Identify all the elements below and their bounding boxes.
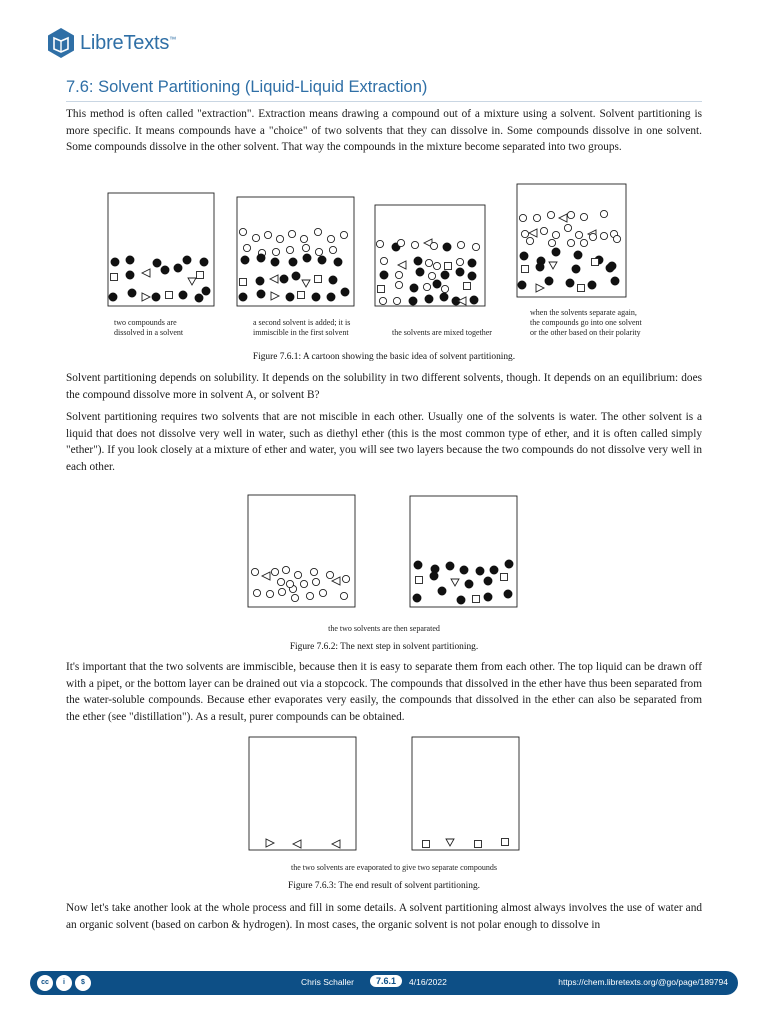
open-circle	[340, 231, 347, 238]
filled-circle	[257, 254, 265, 262]
page-title: 7.6: Solvent Partitioning (Liquid-Liquid Extraction)	[66, 78, 702, 102]
open-circle	[395, 271, 402, 278]
open-triangle	[332, 577, 340, 585]
paragraph-intro: This method is often called "extraction". Extraction means drawing a compound out of a mixture using a solvent. Solvent partitioning is more specific. It means compounds have a "choice" of two solvents that they can dissolve in. Some compounds dissolve in one solvent. Some compounds dissolve in the other solvent. That way the compounds in the mixture become separated into two groups.	[66, 108, 702, 154]
filled-circle	[241, 256, 249, 264]
open-circle	[613, 235, 620, 242]
filled-circle	[109, 293, 117, 301]
beaker-outline	[375, 205, 485, 306]
filled-circle	[200, 258, 208, 266]
filled-circle	[289, 258, 297, 266]
filled-circle	[536, 263, 544, 271]
filled-circle	[271, 258, 279, 266]
filled-circle	[202, 287, 210, 295]
filled-circle	[256, 277, 264, 285]
open-triangle	[262, 572, 270, 580]
filled-circle	[572, 265, 580, 273]
open-triangle	[302, 280, 310, 287]
page-footer	[30, 971, 738, 995]
open-circle	[288, 230, 295, 237]
open-circle	[589, 233, 596, 240]
fig1-label-2: a second solvent is added; it is immiscible in the first solvent	[253, 318, 351, 337]
open-square	[501, 574, 508, 581]
figure-7-6-2	[0, 490, 768, 638]
open-circle	[329, 246, 336, 253]
open-triangle	[270, 275, 278, 283]
open-circle	[393, 297, 400, 304]
open-square	[298, 292, 305, 299]
filled-circle	[476, 567, 484, 575]
filled-circle	[430, 572, 438, 580]
filled-circle	[239, 293, 247, 301]
open-circle	[291, 594, 298, 601]
fig1-label-4: when the solvents separate again, the compounds go into one solvent or the other based on their polarity	[530, 308, 642, 337]
open-circle	[395, 281, 402, 288]
filled-circle	[611, 277, 619, 285]
filled-circle	[410, 284, 418, 292]
open-circle	[433, 262, 440, 269]
open-triangle	[536, 284, 544, 292]
figure-7-6-1-caption: Figure 7.6.1: A cartoon showing the basic idea of solvent partitioning.	[252, 352, 516, 362]
by-icon: i	[55, 974, 73, 992]
filled-circle	[504, 590, 512, 598]
fig1-label-3: the solvents are mixed together	[392, 328, 492, 337]
open-circle	[319, 589, 326, 596]
open-circle	[521, 230, 528, 237]
open-triangle	[142, 269, 150, 277]
open-circle	[564, 224, 571, 231]
open-circle	[548, 239, 555, 246]
open-circle	[342, 575, 349, 582]
filled-circle	[257, 290, 265, 298]
open-square	[502, 839, 509, 846]
filled-circle	[490, 566, 498, 574]
filled-circle	[443, 243, 451, 251]
filled-circle	[303, 254, 311, 262]
open-square	[473, 596, 480, 603]
filled-circle	[484, 577, 492, 585]
filled-circle	[179, 291, 187, 299]
footer-url[interactable]: https://chem.libretexts.org/@go/page/189794	[558, 977, 728, 987]
open-square	[592, 259, 599, 266]
libretexts-logo[interactable]	[46, 26, 176, 60]
open-circle	[264, 231, 271, 238]
filled-circle	[414, 561, 422, 569]
open-circle	[441, 285, 448, 292]
open-circle	[567, 239, 574, 246]
open-circle	[276, 235, 283, 242]
open-triangle	[529, 229, 537, 237]
open-circle	[251, 568, 258, 575]
filled-circle	[505, 560, 513, 568]
open-circle	[379, 297, 386, 304]
paragraph-immiscible: Solvent partitioning requires two solvents that are not miscible in each other. Usually one of the solvents is water. The other solvent is a liquid that does not dissolve very well in water, such as diethyl ether (this is the most common type of ether, and it is often called simply "ether"). If you look closely at a mixture of ether and water, you will see two layers because the two compounds do not dissolve very well in each other.	[66, 411, 702, 473]
open-circle	[533, 214, 540, 221]
fig1-label-1: two compounds are dissolved in a solvent	[114, 318, 184, 337]
open-circle	[423, 283, 430, 290]
filled-circle	[566, 279, 574, 287]
paragraph-solubility: Solvent partitioning depends on solubility. It depends on the solubility in two different solvents, though. It depends on an equilibrium: does the compound dissolve more in solvent A, or solvent B?	[66, 372, 702, 401]
nc-sa-icon: $	[74, 974, 92, 992]
open-square	[522, 266, 529, 273]
filled-circle	[460, 566, 468, 574]
filled-circle	[183, 256, 191, 264]
open-square	[378, 286, 385, 293]
open-triangle	[271, 292, 279, 300]
filled-circle	[484, 593, 492, 601]
filled-circle	[329, 276, 337, 284]
open-circle	[580, 239, 587, 246]
filled-circle	[318, 256, 326, 264]
open-circle	[310, 568, 317, 575]
fig3-label: the two solvents are evaporated to give two separate compounds	[291, 863, 497, 872]
open-triangle	[266, 839, 274, 847]
open-circle	[397, 239, 404, 246]
filled-circle	[433, 280, 441, 288]
filled-circle	[574, 251, 582, 259]
open-circle	[519, 214, 526, 221]
open-circle	[580, 213, 587, 220]
filled-circle	[440, 293, 448, 301]
filled-circle	[161, 266, 169, 274]
open-circle	[411, 241, 418, 248]
filled-circle	[153, 259, 161, 267]
footer-page-number: 7.6.1	[370, 975, 402, 987]
filled-circle	[126, 271, 134, 279]
open-triangle	[293, 840, 301, 848]
open-circle	[456, 258, 463, 265]
open-circle	[472, 243, 479, 250]
open-circle	[277, 578, 284, 585]
open-triangle	[188, 278, 196, 285]
open-circle	[252, 234, 259, 241]
figure-7-6-3-caption: Figure 7.6.3: The end result of solvent partitioning.	[288, 881, 480, 891]
paragraph-details: Now let's take another look at the whole process and fill in some details. A solvent partitioning almost always involves the use of water and an organic solvent (based on carbon & hydrogen). In most cases, the organic solvent is not polar enough to dissolve in	[66, 902, 702, 931]
footer-author: Chris Schaller	[301, 977, 354, 987]
filled-circle	[126, 256, 134, 264]
open-circle	[526, 237, 533, 244]
open-circle	[547, 211, 554, 218]
filled-circle	[414, 257, 422, 265]
filled-circle	[341, 288, 349, 296]
filled-circle	[195, 294, 203, 302]
filled-circle	[438, 587, 446, 595]
open-circle	[376, 240, 383, 247]
cc-icon: cc	[36, 974, 54, 992]
filled-circle	[456, 268, 464, 276]
open-circle	[340, 592, 347, 599]
license-badge[interactable]	[36, 974, 92, 992]
filled-circle	[518, 281, 526, 289]
filled-circle	[413, 594, 421, 602]
figure-7-6-3	[0, 732, 768, 876]
filled-circle	[312, 293, 320, 301]
filled-circle	[468, 259, 476, 267]
filled-circle	[409, 297, 417, 305]
open-circle	[306, 592, 313, 599]
open-circle	[286, 246, 293, 253]
open-circle	[253, 589, 260, 596]
open-triangle	[446, 839, 454, 846]
filled-circle	[174, 264, 182, 272]
beaker-outline	[410, 496, 517, 607]
open-square	[475, 841, 482, 848]
figure-7-6-1-drawing	[108, 184, 626, 306]
open-circle	[600, 210, 607, 217]
open-triangle	[549, 262, 557, 269]
open-circle	[300, 580, 307, 587]
figure-7-6-2-drawing	[248, 495, 517, 607]
filled-circle	[334, 258, 342, 266]
filled-circle	[465, 580, 473, 588]
open-circle	[282, 566, 289, 573]
filled-circle	[470, 296, 478, 304]
libretexts-logo-icon	[46, 27, 76, 59]
beaker-outline	[248, 495, 355, 607]
open-circle	[300, 235, 307, 242]
beaker-outline	[108, 193, 214, 306]
figure-7-6-2-caption: Figure 7.6.2: The next step in solvent partitioning.	[289, 642, 479, 652]
open-circle	[600, 232, 607, 239]
open-triangle	[332, 840, 340, 848]
fig2-label: the two solvents are then separated	[328, 624, 440, 633]
open-triangle	[142, 293, 150, 301]
open-circle	[266, 590, 273, 597]
open-circle	[315, 248, 322, 255]
filled-circle	[588, 281, 596, 289]
open-circle	[540, 227, 547, 234]
footer-date: 4/16/2022	[409, 977, 447, 987]
filled-circle	[416, 268, 424, 276]
open-circle	[428, 272, 435, 279]
open-square	[416, 577, 423, 584]
paragraph-separation: It's important that the two solvents are immiscible, because then it is easy to separate them from each other. The top liquid can be drawn off with a pipet, or the bottom layer can be drained out via a stopcock. The compounds that dissolved in the ether have thus been separated from the water-soluble compounds. Because ether evaporates very easily, the compounds that dissolved in the ether can also be separated from the ether (see "distillation"). As a result, purer compounds can be obtained.	[66, 661, 702, 723]
open-triangle	[559, 214, 567, 222]
filled-circle	[280, 275, 288, 283]
open-circle	[457, 241, 464, 248]
open-square	[197, 272, 204, 279]
filled-circle	[545, 277, 553, 285]
open-square	[445, 263, 452, 270]
open-circle	[239, 228, 246, 235]
open-circle	[302, 244, 309, 251]
open-circle	[271, 568, 278, 575]
open-circle	[567, 211, 574, 218]
open-circle	[575, 231, 582, 238]
beaker-outline	[249, 737, 356, 850]
open-triangle	[398, 261, 406, 269]
filled-circle	[152, 293, 160, 301]
open-square	[166, 292, 173, 299]
filled-circle	[520, 252, 528, 260]
filled-circle	[425, 295, 433, 303]
open-square	[423, 841, 430, 848]
open-circle	[430, 242, 437, 249]
open-circle	[327, 235, 334, 242]
figure-7-6-1	[0, 180, 768, 346]
logo-text: LibreTexts™	[80, 31, 176, 54]
open-circle	[425, 259, 432, 266]
filled-circle	[606, 264, 614, 272]
filled-circle	[286, 293, 294, 301]
open-circle	[326, 571, 333, 578]
filled-circle	[327, 293, 335, 301]
open-circle	[552, 231, 559, 238]
filled-circle	[128, 289, 136, 297]
open-circle	[312, 578, 319, 585]
open-square	[240, 279, 247, 286]
open-square	[111, 274, 118, 281]
open-circle	[294, 571, 301, 578]
filled-circle	[441, 271, 449, 279]
filled-circle	[292, 272, 300, 280]
open-square	[464, 283, 471, 290]
filled-circle	[457, 596, 465, 604]
open-circle	[286, 580, 293, 587]
filled-circle	[552, 248, 560, 256]
beaker-outline	[412, 737, 519, 850]
filled-circle	[468, 272, 476, 280]
filled-circle	[111, 258, 119, 266]
open-square	[578, 285, 585, 292]
filled-circle	[380, 271, 388, 279]
open-circle	[380, 257, 387, 264]
open-circle	[278, 588, 285, 595]
open-square	[315, 276, 322, 283]
figure-7-6-3-drawing	[249, 737, 519, 850]
filled-circle	[446, 562, 454, 570]
open-circle	[272, 248, 279, 255]
open-circle	[314, 228, 321, 235]
open-triangle	[451, 579, 459, 586]
open-circle	[243, 244, 250, 251]
